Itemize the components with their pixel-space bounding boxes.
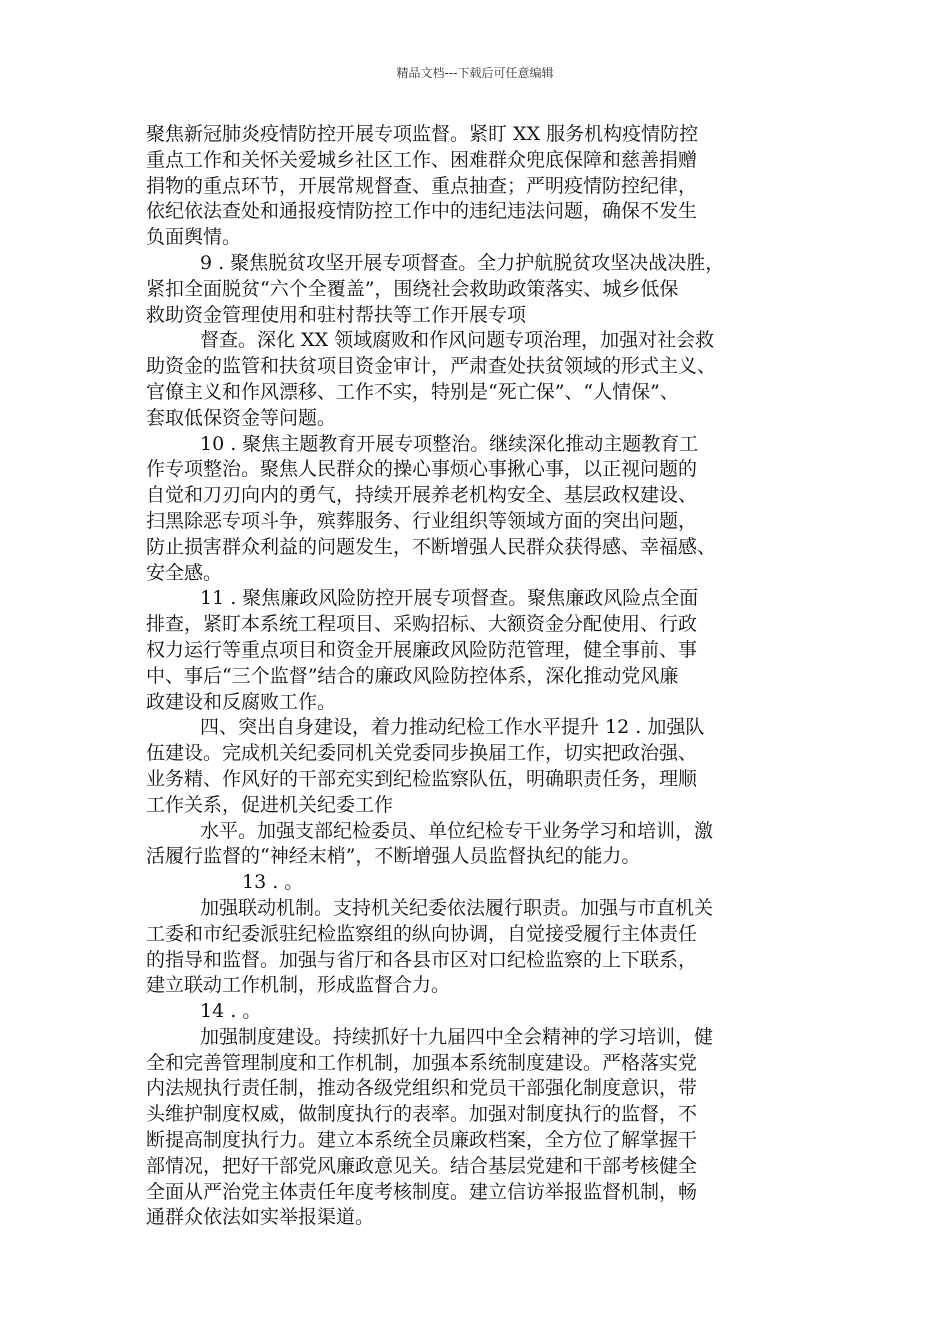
text-line: 救助资金管理使用和驻村帮扶等工作开展专项 [146,303,527,326]
text-line: 工委和市纪委派驻纪检监察组的纵向协调，自觉接受履行主体责任 [146,922,698,945]
text-line: 督查。深化 XX 领域腐败和作风问题专项治理，加强对社会救 [200,329,715,352]
text-line: 政建设和反腐败工作。 [146,690,337,713]
text-line: 14 . 。 [200,1000,262,1023]
text-line: 13 . 。 [242,871,304,894]
document-body [146,122,814,1231]
text-line: 伍建设。完成机关纪委同机关党委同步换届工作，切实把政治强、 [146,742,698,765]
text-line: 套取低保资金等问题。 [146,406,337,429]
text-line: 四、突出自身建设，着力推动纪检工作水平提升 12 . 加强队 [200,716,705,739]
text-line: 防止损害群众利益的问题发生，不断增强人民群众获得感、幸福感、 [146,535,717,558]
text-line: 水平。加强支部纪检委员、单位纪检专干业务学习和培训，激 [200,819,714,842]
text-line: 助资金的监管和扶贫项目资金审计，严肃查处扶贫领域的形式主义、 [146,355,717,378]
text-line: 建立联动工作机制，形成监督合力。 [146,974,451,997]
text-line: 加强制度建设。持续抓好十九届四中全会精神的学习培训，健 [200,1025,714,1048]
text-line: 官僚主义和作风漂移、工作不实，特别是“死亡保”、“人情保”、 [146,380,679,403]
text-line: 9 . 聚焦脱贫攻坚开展专项督查。全力护航脱贫攻坚决战决胜， [200,251,725,274]
text-line: 权力运行等重点项目和资金开展廉政风险防范管理，健全事前、事 [146,638,698,661]
text-line: 全和完善管理制度和工作机制，加强本系统制度建设。严格落实党 [146,1051,698,1074]
text-line: 断提高制度执行力。建立本系统全员廉政档案，全方位了解掌握干 [146,1129,698,1152]
text-line: 的指导和监督。加强与省厅和各县市区对口纪检监察的上下联系， [146,948,698,971]
text-line: 业务精、作风好的干部充实到纪检监察队伍，明确职责任务，理顺 [146,767,698,790]
text-line: 工作关系，促进机关纪委工作 [146,793,394,816]
text-line: 10 . 聚焦主题教育开展专项整治。继续深化推动主题教育工 [200,432,699,455]
text-line: 中、事后“三个监督”结合的廉政风险防控体系，深化推动党风廉 [146,664,679,687]
text-line: 聚焦新冠肺炎疫情防控开展专项监督。紧盯 XX 服务机构疫情防控 [146,123,699,145]
text-line: 负面舆情。 [146,226,242,249]
text-line: 依纪依法查处和通报疫情防控工作中的违纪违法问题，确保不发生 [146,200,698,223]
text-line: 11 . 聚焦廉政风险防控开展专项督查。聚焦廉政风险点全面 [200,587,699,610]
text-line: 部情况，把好干部党风廉政意见关。结合基层党建和干部考核健全 [146,1154,698,1177]
text-line: 重点工作和关怀关爱城乡社区工作、困难群众兜底保障和慈善捐赠 [146,148,698,171]
text-line: 头维护制度权威，做制度执行的表率。加强对制度执行的监督，不 [146,1103,698,1126]
text-line: 加强联动机制。支持机关纪委依法履行职责。加强与市直机关 [200,896,714,919]
text-line: 内法规执行责任制，推动各级党组织和党员干部强化制度意识，带 [146,1077,698,1100]
text-line: 作专项整治。聚焦人民群众的操心事烦心事揪心事，以正视问题的 [146,458,698,481]
text-line: 捐物的重点环节，开展常规督查、重点抽查；严明疫情防控纪律， [146,174,698,197]
text-line: 全面从严治党主体责任年度考核制度。建立信访举报监督机制，畅 [146,1180,698,1203]
text-line: 扫黑除恶专项斗争，殡葬服务、行业组织等领域方面的突出问题， [146,509,698,532]
text-line: 活履行监督的“神经末梢”，不断增强人员监督执纪的能力。 [146,845,641,868]
text-line: 紧扣全面脱贫“六个全覆盖”，围绕社会救助政策落实、城乡低保 [146,277,679,300]
text-line: 安全感。 [146,561,223,584]
text-line: 通群众依法如实举报渠道。 [146,1206,375,1229]
text-line: 自觉和刀刃向内的勇气，持续开展养老机构安全、基层政权建设、 [146,484,698,507]
text-line: 排查，紧盯本系统工程项目、采购招标、大额资金分配使用、行政 [146,613,698,636]
page-header: 精品文档---下载后可任意编辑 [396,66,554,80]
